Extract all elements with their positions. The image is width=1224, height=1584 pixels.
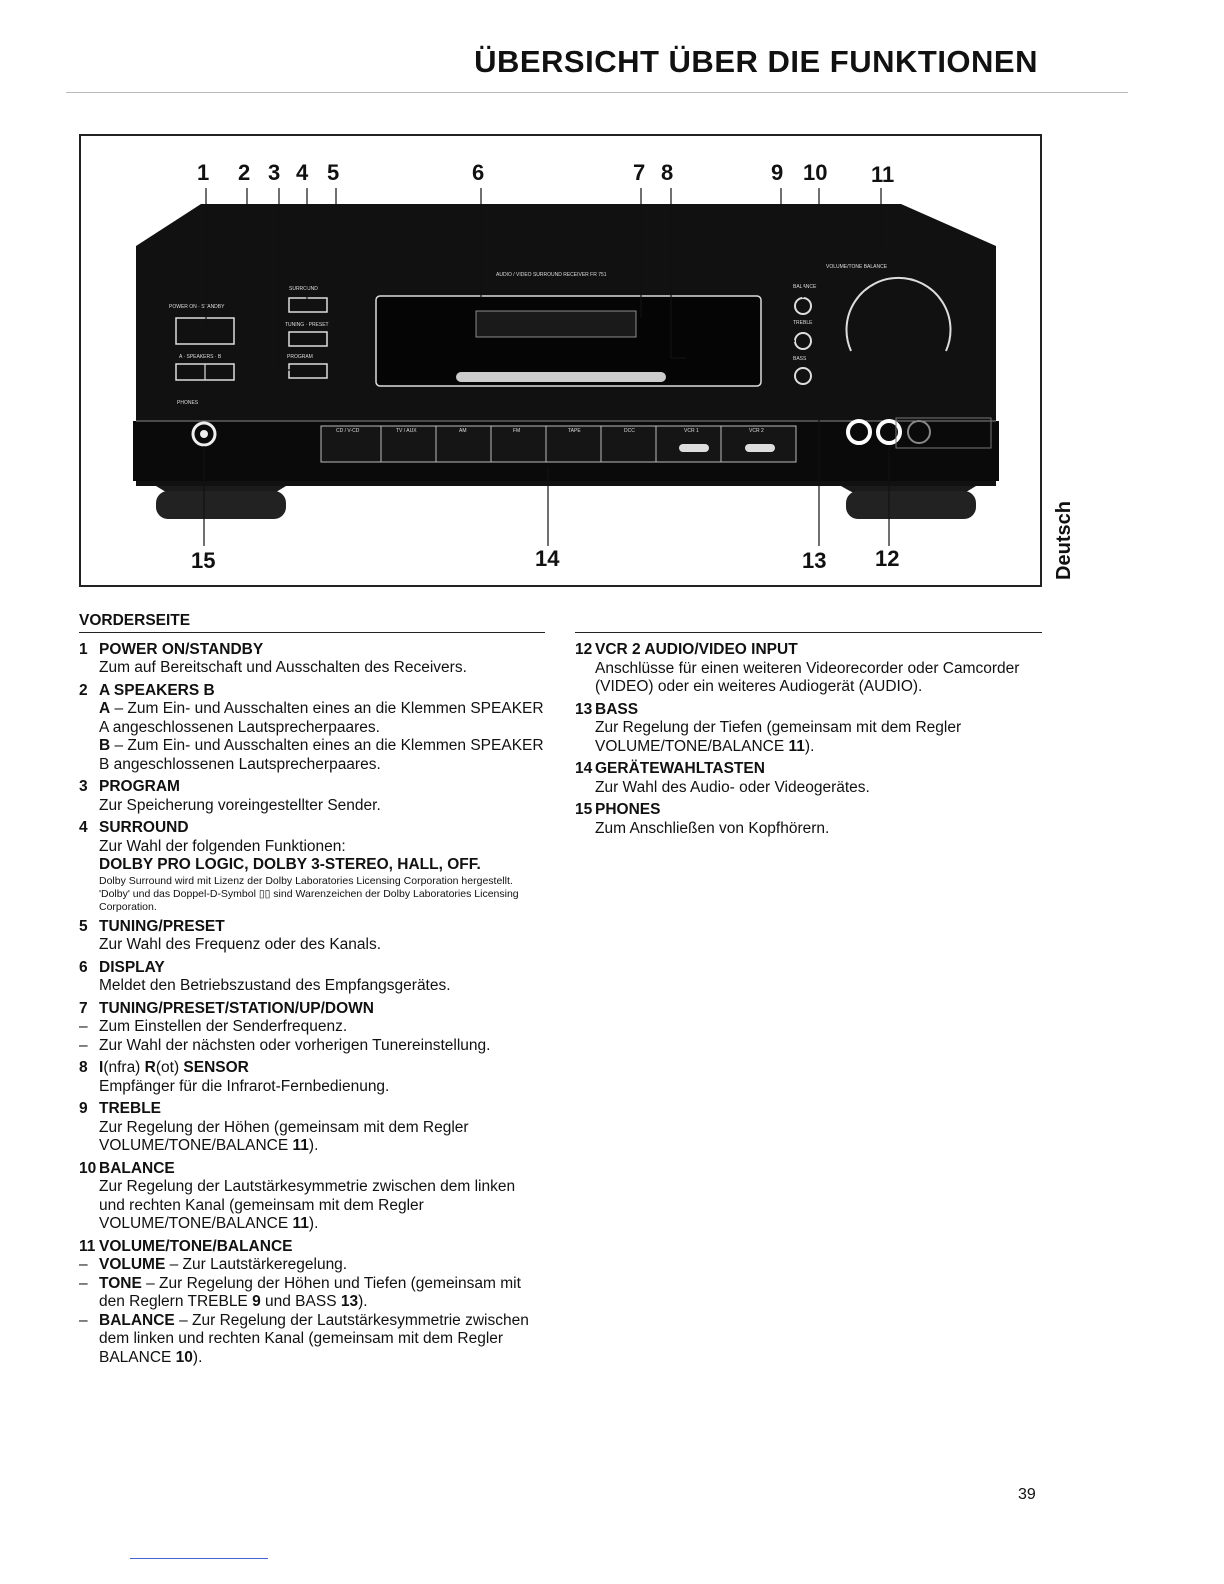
source-label-2: AM <box>459 428 467 434</box>
source-label-5: DCC <box>624 428 635 434</box>
item-text: Zur Regelung der Höhen (gemeinsam mit dem Regler VOLUME/TONE/BALANCE 11). <box>99 1118 469 1154</box>
item-number: 12 <box>575 641 593 658</box>
item-title: TUNING/PRESET <box>99 917 225 935</box>
callout-13: 13 <box>802 548 827 573</box>
callout-14: 14 <box>535 546 560 571</box>
list-item <box>575 801 1042 838</box>
callout-7: 7 <box>633 160 646 185</box>
receiver-front-panel-figure <box>79 134 1042 587</box>
callout-12: 12 <box>875 546 900 571</box>
item-title: A SPEAKERS B <box>99 681 215 699</box>
panel-label-treble: TREBLE <box>793 320 813 326</box>
panel-label-balance: BALANCE <box>793 284 817 290</box>
item-number: 5 <box>79 917 88 935</box>
item-text: B – Zum Ein- und Ausschalten eines an die Klemmen SPEAKER B angeschlossenen Lautsprecherpaares. <box>99 737 544 773</box>
item-text: Zur Wahl des Audio- oder Videogerätes. <box>595 778 870 796</box>
function-list-left <box>79 612 545 1371</box>
item-number: 1 <box>79 640 88 658</box>
list-item <box>79 1100 545 1156</box>
item-text: A – Zum Ein- und Ausschalten eines an die Klemmen SPEAKER A angeschlossenen Lautsprecherpaares. <box>99 700 544 736</box>
item-number: 7 <box>79 999 88 1017</box>
source-label-6: VCR 1 <box>684 428 699 434</box>
source-label-0: CD / V-CD <box>336 428 360 434</box>
panel-label-power: POWER ON · STANDBY <box>169 304 225 310</box>
list-item <box>575 760 1042 797</box>
list-item <box>79 1238 545 1368</box>
item-number: 4 <box>79 819 88 836</box>
item-number: 3 <box>79 778 88 795</box>
list-item <box>79 959 545 996</box>
dash-item: – Zur Wahl der nächsten oder vorherigen Tunereinstellung. <box>79 1036 491 1054</box>
item-title: DISPLAY <box>99 958 165 976</box>
panel-label-bass: BASS <box>793 356 807 362</box>
item-title: BALANCE <box>99 1159 175 1177</box>
item-text: Zur Regelung der Tiefen (gemeinsam mit dem Regler VOLUME/TONE/BALANCE 11). <box>595 719 962 755</box>
callout-15: 15 <box>191 548 216 573</box>
item-title: SURROUND <box>99 819 189 836</box>
language-tab <box>1047 501 1083 585</box>
item-text: Zur Regelung der Lautstärkesymmetrie zwischen dem linken und rechten Kanal (gemeinsam mit dem Regler VOLUME/TONE/BALANCE 11). <box>99 1178 516 1232</box>
source-label-7: VCR 2 <box>749 428 764 434</box>
item-title: BASS <box>595 700 639 718</box>
list-item <box>575 641 1042 697</box>
panel-label-phones: PHONES <box>177 400 199 406</box>
dash-item: – BALANCE – Zur Regelung der Lautstärkesymmetrie zwischen dem linken und rechten Kanal (gemeinsam mit dem Regler BALANCE 10). <box>79 1311 529 1366</box>
item-title: GERÄTEWAHLTASTEN <box>595 760 765 777</box>
source-label-3: FM <box>513 428 521 434</box>
list-item <box>79 918 545 955</box>
list-item <box>79 682 545 775</box>
callout-10: 10 <box>803 160 828 185</box>
item-number: 13 <box>575 700 593 718</box>
callout-8: 8 <box>661 160 674 185</box>
callout-3: 3 <box>268 160 281 185</box>
item-text: Zum Anschließen von Kopfhörern. <box>595 819 830 837</box>
function-list-right <box>575 632 1042 842</box>
item-number: 11 <box>79 1237 96 1255</box>
panel-label-tuning: TUNING · PRESET <box>285 322 329 328</box>
item-title: VCR 2 AUDIO/VIDEO INPUT <box>595 641 798 658</box>
item-number: 6 <box>79 958 88 976</box>
column-divider <box>575 632 1042 633</box>
title-divider <box>66 92 1128 93</box>
footer-rule <box>130 1558 268 1559</box>
item-title: TREBLE <box>99 1100 161 1117</box>
panel-label-volume: VOLUME/TONE BALANCE <box>826 264 888 270</box>
callout-1: 1 <box>197 160 210 185</box>
item-text: Anschlüsse für einen weiteren Videorecorder oder Camcorder (VIDEO) oder ein weiteres Audiogerät (AUDIO). <box>595 659 1020 695</box>
panel-label-surround: SURROUND <box>289 286 318 292</box>
list-item <box>79 641 545 678</box>
page-title: ÜBERSICHT ÜBER DIE FUNKTIONEN <box>474 44 1038 79</box>
dolby-trademark-note: Dolby Surround wird mit Lizenz der Dolby Laboratories Licensing Corporation hergestellt. 'Dolby' und das Doppel-D-Symbol ▯▯ sind Warenzeichen der Dolby Laboratories Licensing Corporation. <box>99 874 519 913</box>
section-heading: VORDERSEITE <box>79 612 545 633</box>
panel-label-program: PROGRAM <box>287 354 313 360</box>
list-item <box>79 1160 545 1234</box>
list-item <box>575 701 1042 757</box>
list-item <box>79 778 545 815</box>
surround-modes: DOLBY PRO LOGIC, DOLBY 3-STEREO, HALL, OFF. <box>99 856 481 873</box>
page-number: 39 <box>1018 1486 1036 1503</box>
item-title: PHONES <box>595 801 661 818</box>
item-number: 14 <box>575 760 593 777</box>
dash-item: – VOLUME – Zur Lautstärkeregelung. <box>79 1256 348 1273</box>
item-text: Meldet den Betriebszustand des Empfangsgerätes. <box>99 977 451 994</box>
item-title: TUNING/PRESET/STATION/UP/DOWN <box>99 999 374 1017</box>
item-text: Zum auf Bereitschaft und Ausschalten des Receivers. <box>99 659 467 676</box>
panel-label-speakers: A · SPEAKERS · B <box>179 354 222 360</box>
language-tab-label: Deutsch <box>1052 501 1075 580</box>
list-item <box>79 1000 545 1056</box>
item-title: I(nfra) R(ot) SENSOR <box>99 1059 249 1076</box>
callout-2: 2 <box>238 160 251 185</box>
item-title: VOLUME/TONE/BALANCE <box>99 1237 293 1255</box>
source-label-1: TV / AUX <box>396 428 417 434</box>
item-text: Zur Speicherung voreingestellter Sender. <box>99 796 381 814</box>
callout-4: 4 <box>296 160 309 185</box>
item-title: PROGRAM <box>99 778 180 795</box>
dash-item: – TONE – Zur Regelung der Höhen und Tiefen (gemeinsam mit den Reglern TREBLE 9 und BASS 13). <box>79 1274 521 1310</box>
item-title: POWER ON/STANDBY <box>99 640 264 658</box>
panel-label-model: AUDIO / VIDEO SURROUND RECEIVER FR 751 <box>496 272 607 278</box>
item-text: Zur Wahl des Frequenz oder des Kanals. <box>99 936 382 953</box>
item-number: 2 <box>79 681 88 699</box>
item-text: Zur Wahl der folgenden Funktionen: <box>99 837 346 855</box>
list-item <box>79 819 545 914</box>
callout-9: 9 <box>771 160 784 185</box>
item-number: 15 <box>575 801 593 818</box>
callout-5: 5 <box>327 160 340 185</box>
item-number: 8 <box>79 1059 88 1076</box>
dash-item: – Zum Einstellen der Senderfrequenz. <box>79 1018 348 1035</box>
item-text: Empfänger für die Infrarot-Fernbedienung. <box>99 1077 390 1095</box>
item-number: 9 <box>79 1100 88 1117</box>
callout-6: 6 <box>472 160 485 185</box>
source-label-4: TAPE <box>568 428 581 434</box>
list-item <box>79 1059 545 1096</box>
receiver-body <box>133 204 999 519</box>
callout-11: 11 <box>871 162 895 187</box>
item-number: 10 <box>79 1159 97 1177</box>
